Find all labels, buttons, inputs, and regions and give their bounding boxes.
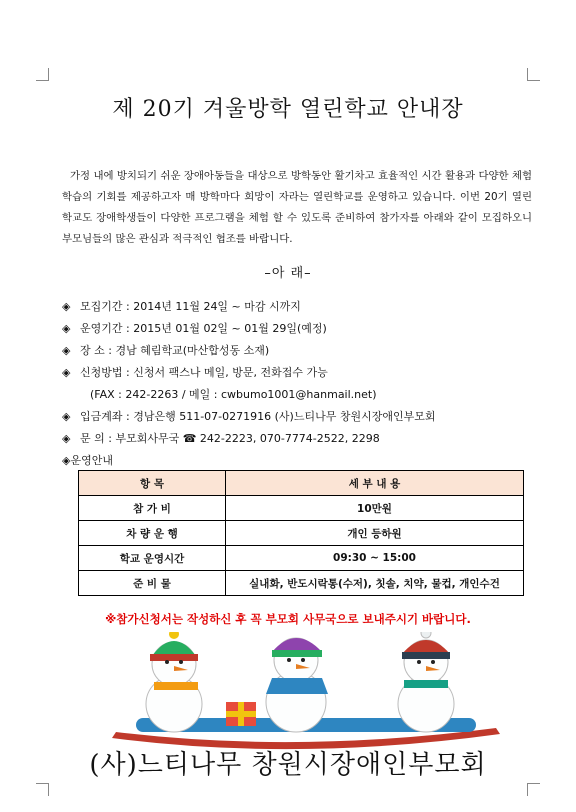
info-item-location [62, 340, 435, 362]
table-cell-value: 실내화, 반도시락통(수저), 칫솔, 치약, 물컵, 개인수건 [226, 571, 524, 596]
table-cell-value: 개인 등하원 [226, 521, 524, 546]
table-cell-value: 09:30 ~ 15:00 [226, 546, 524, 571]
snowman-sled-illustration [96, 632, 520, 752]
page-corner-mark [36, 68, 49, 81]
table-row [79, 546, 524, 571]
table-cell-value: 10만원 [226, 496, 524, 521]
page-corner-mark [36, 783, 49, 796]
info-item-bank-account [62, 406, 435, 428]
intro-paragraph: 가정 내에 방치되기 쉬운 장애아동들을 대상으로 방학동안 활기차고 효율적인 시간 활용과 다양한 체험학습의 기회를 제공하고자 매 방학마다 희망이 자라는 열린학교를 운영하고 있습니다. 이번 20기 열린 학교도 장애학생들이 다양한 프로그램을 체험 할 수 있도록 준비하여 참가자를 아래와 같이 모집하오니 부모님들의 많은 관심과 적극적인 협조를 바랍니다. [62, 170, 532, 245]
info-item-apply-method [62, 362, 435, 384]
table-row [79, 571, 524, 596]
table-header-row [79, 471, 524, 496]
diamond-bullet-icon: ◈ [62, 322, 71, 335]
table-row [79, 496, 524, 521]
page-corner-mark [527, 68, 540, 81]
table-cell-label: 차 량 운 행 [79, 521, 226, 546]
diamond-bullet-icon: ◈ [62, 300, 71, 313]
notice-text: ※참가신청서는 작성하신 후 꼭 부모회 사무국으로 보내주시기 바랍니다. [105, 612, 471, 626]
section-subheading: –아 래– [264, 266, 312, 281]
info-item-contact-detail [62, 384, 435, 406]
diamond-bullet-icon: ◈ [62, 344, 71, 357]
table-cell-label: 준 비 물 [79, 571, 226, 596]
info-text: 모집기간 : 2014년 11월 24일 ~ 마감 시까지 [80, 300, 301, 313]
operation-table [78, 470, 524, 596]
table-cell-label: 학교 운영시간 [79, 546, 226, 571]
diamond-bullet-icon: ◈ [62, 366, 71, 379]
info-text: (FAX : 242-2263 / 메일 : cwbumo1001@hanmail.net) [90, 388, 377, 401]
info-text: 신청방법 : 신청서 팩스나 메일, 방문, 전화접수 가능 [80, 366, 328, 379]
page-corner-mark [527, 783, 540, 796]
info-item-operation-period [62, 318, 435, 340]
info-text: 문 의 : 부모회사무국 ☎ 242-2223, 070-7774-2522, 2298 [80, 432, 380, 445]
info-text: 운영기간 : 2015년 01월 02일 ~ 01월 29일(예정) [80, 322, 327, 335]
diamond-bullet-icon: ◈ [62, 432, 71, 445]
document-title: 제 20기 겨울방학 열린학교 안내장 [112, 97, 464, 122]
operation-info-heading: ◈운영안내 [62, 454, 113, 467]
table-row [79, 521, 524, 546]
table-header-cell: 세 부 내 용 [226, 471, 524, 496]
table-cell-label: 참 가 비 [79, 496, 226, 521]
info-item-inquiry [62, 428, 435, 450]
diamond-bullet-icon: ◈ [62, 410, 71, 423]
info-text: 장 소 : 경남 혜림학교(마산합성동 소재) [80, 344, 270, 357]
info-item-recruit-period [62, 296, 435, 318]
table-header-cell: 항 목 [79, 471, 226, 496]
organization-name: (사)느티나무 창원시장애인부모회 [89, 750, 487, 780]
info-text: 입금계좌 : 경남은행 511-07-0271916 (사)느티나무 창원시장애인부모회 [80, 410, 436, 423]
info-list [62, 296, 435, 472]
